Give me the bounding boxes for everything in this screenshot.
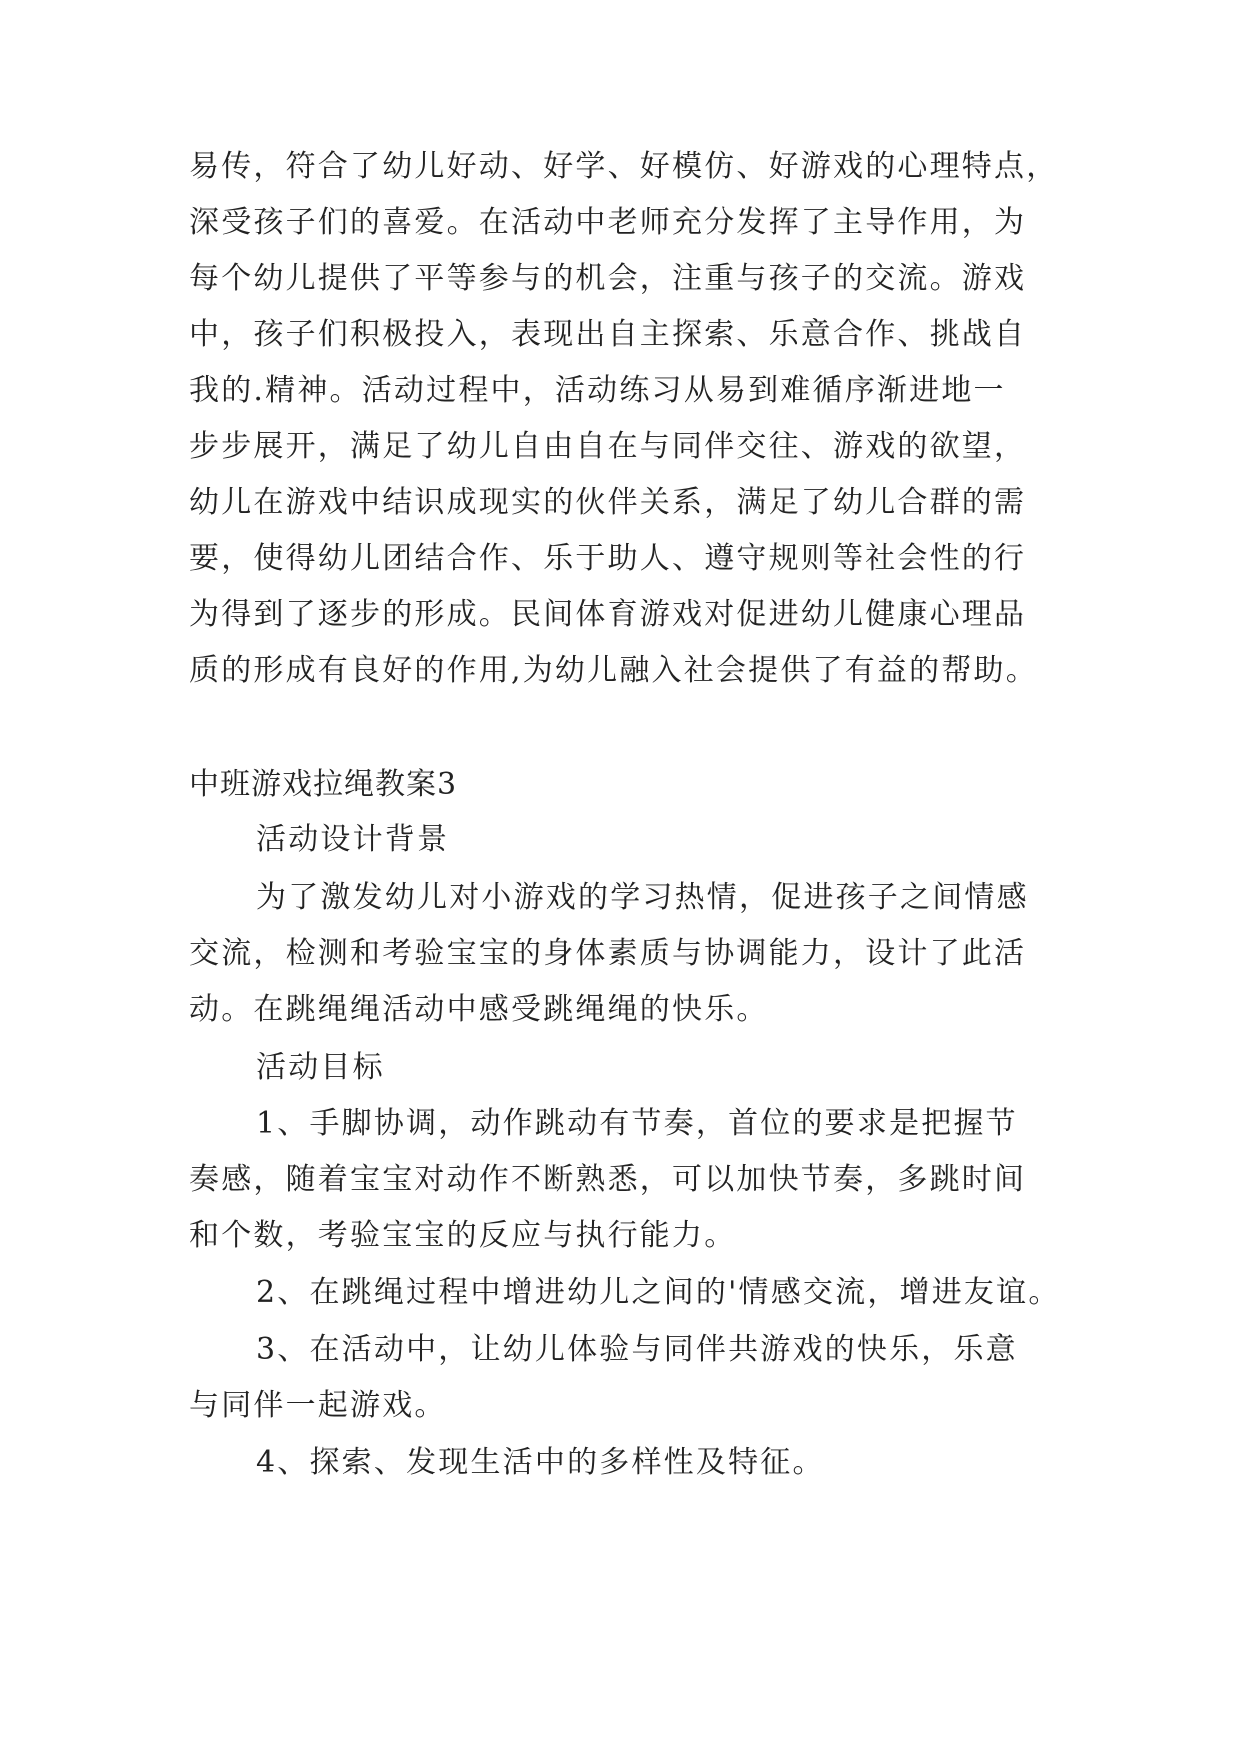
background-line: 动。在跳绳绳活动中感受跳绳绳的快乐。 [189, 992, 769, 1027]
paragraph-line: 易传，符合了幼儿好动、好学、好模仿、好游戏的心理特点， [189, 149, 1059, 184]
goal-2: 2、在跳绳过程中增进幼儿之间的'情感交流，增进友谊。 [256, 1275, 1061, 1310]
paragraph-line: 深受孩子们的喜爱。在活动中老师充分发挥了主导作用，为 [189, 205, 1027, 240]
goal-3-line: 3、在活动中，让幼儿体验与同伴共游戏的快乐，乐意 [256, 1332, 1018, 1367]
paragraph-line: 幼儿在游戏中结识成现实的伙伴关系，满足了幼儿合群的需 [189, 485, 1027, 520]
paragraph-line: 我的.精神。活动过程中，活动练习从易到难循序渐进地一 [189, 373, 1006, 408]
background-heading: 活动设计背景 [256, 822, 450, 857]
goal-1-line: 1、手脚协调，动作跳动有节奏，首位的要求是把握节 [256, 1106, 1018, 1141]
paragraph-line: 步步展开，满足了幼儿自由自在与同伴交往、游戏的欲望， [189, 429, 1027, 464]
goal-1-line: 奏感，随着宝宝对动作不断熟悉，可以加快节奏，多跳时间 [189, 1162, 1027, 1197]
paragraph-line: 质的形成有良好的作用,为幼儿融入社会提供了有益的帮助。 [189, 653, 1038, 688]
background-line: 为了激发幼儿对小游戏的学习热情，促进孩子之间情感 [256, 880, 1029, 915]
goals-heading: 活动目标 [256, 1050, 385, 1085]
goal-3-line: 与同伴一起游戏。 [189, 1388, 447, 1423]
goal-4: 4、探索、发现生活中的多样性及特征。 [256, 1445, 825, 1480]
paragraph-line: 每个幼儿提供了平等参与的机会，注重与孩子的交流。游戏 [189, 261, 1027, 296]
paragraph-line: 中，孩子们积极投入，表现出自主探索、乐意合作、挑战自 [189, 317, 1027, 352]
paragraph-line: 为得到了逐步的形成。民间体育游戏对促进幼儿健康心理品 [189, 597, 1027, 632]
paragraph-line: 要，使得幼儿团结合作、乐于助人、遵守规则等社会性的行 [189, 541, 1027, 576]
section-title: 中班游戏拉绳教案3 [189, 767, 458, 802]
goal-1-line: 和个数，考验宝宝的反应与执行能力。 [189, 1218, 737, 1253]
background-line: 交流，检测和考验宝宝的身体素质与协调能力，设计了此活 [189, 936, 1027, 971]
